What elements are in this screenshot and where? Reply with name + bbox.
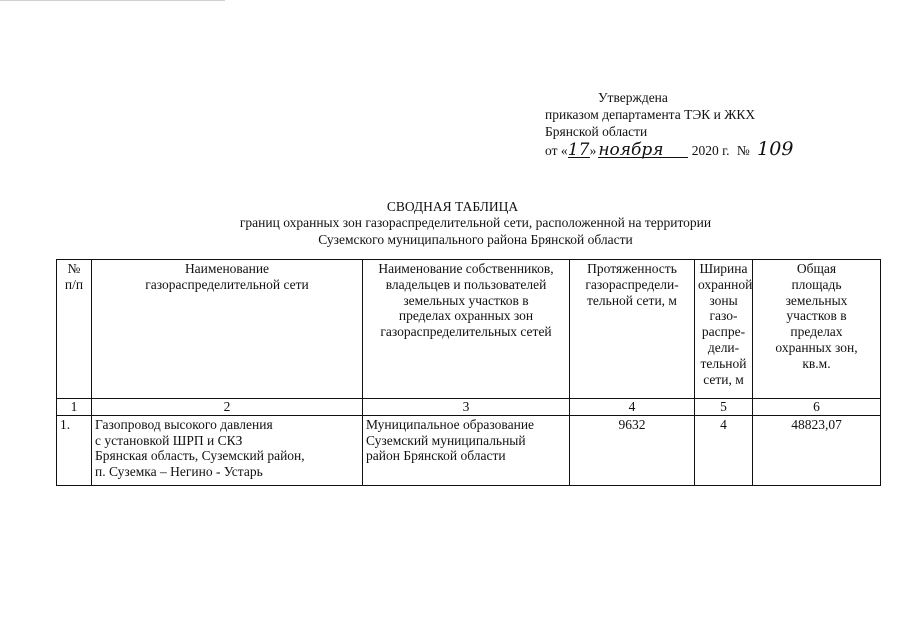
handwritten-number: 109 [757,138,794,160]
approval-line-1: Утверждена [598,90,668,105]
date-prefix: от « [545,143,568,158]
summary-table [56,259,881,486]
column-index-cell: 5 [695,399,753,416]
table-row [57,415,881,485]
approval-date-line [545,138,875,160]
date-quote-close: » [589,143,597,158]
approval-block [545,90,875,158]
handwritten-day: 17 [567,140,590,160]
table-subtitle-line-1: границ охранных зон газораспределительной сети, расположенной на территории [239,215,712,230]
number-sign: № [736,143,750,158]
header-row [57,260,881,399]
column-index-row [57,399,881,416]
row-length: 9632 [570,415,695,485]
row-network-name: Газопровод высокого давления с установкой ШРП и СКЗ Брянская область, Суземский район, п. Суземка – Негино - Устарь [92,415,363,485]
column-index-cell: 3 [363,399,570,416]
column-index-cell: 2 [92,399,363,416]
approval-line-3: Брянской области [545,124,648,139]
header-num: № п/п [57,260,92,399]
approval-line-2: приказом департамента ТЭК и ЖКХ [545,107,756,122]
handwritten-month: ноября [598,143,688,158]
row-total-area: 48823,07 [753,415,881,485]
header-zone-width: Ширина охранной зоны газо- распре- дели- тельной сети, м [695,260,753,399]
header-total-area: Общая площадь земельных участков в пределах охранных зон, кв.м. [753,260,881,399]
header-length: Протяженность газораспредели- тельной сети, м [570,260,695,399]
date-year: 2020 г. [691,143,730,158]
table-title: СВОДНАЯ ТАБЛИЦА [386,199,519,214]
column-index-cell: 1 [57,399,92,416]
row-owners: Муниципальное образование Суземский муниципальный район Брянской области [363,415,570,485]
top-rule [0,0,225,1]
column-index-cell: 6 [753,399,881,416]
table-subtitle-line-2: Суземского муниципального района Брянской области [318,232,633,247]
header-network-name: Наименование газораспределительной сети [92,260,363,399]
row-number: 1. [57,415,92,485]
header-owners: Наименование собственников, владельцев и пользователей земельных участков в пределах охранных зон газораспределительных сетей [363,260,570,399]
row-zone-width: 4 [695,415,753,485]
column-index-cell: 4 [570,399,695,416]
